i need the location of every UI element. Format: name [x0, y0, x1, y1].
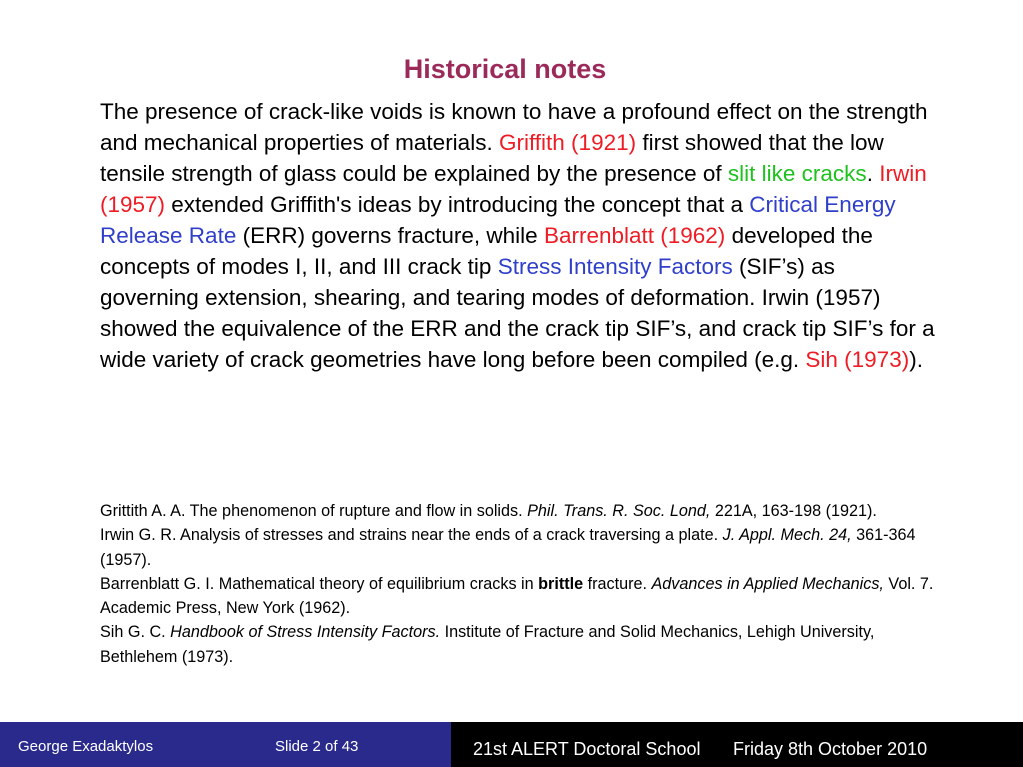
footer-author: George Exadaktylos [18, 738, 154, 755]
body-text-7: (SIF’s) as governing extension, shearing, and tearing modes of deformation. Irwin (1957) showed the equivalence of the ERR and the crack tip SIF’s, and crack tip SIF’s for a wide variety of crack geometries have long before been compiled (e.g. [100, 254, 935, 372]
griffith-citation: Griffith (1921) [498, 130, 637, 155]
footer-date: Friday 8th October 2010 [733, 739, 928, 759]
reference-details: 221A, 163-198 (1921). [710, 502, 877, 520]
body-text-1: The presence of crack-like voids is known to have a profound effect on the strength and mechanical properties of materials. [100, 99, 928, 155]
reference-barrenblatt [100, 572, 950, 621]
footer-slide-number: Slide 2 of 43 [275, 738, 359, 755]
slit-cracks-term: slit like cracks [727, 161, 867, 186]
sif-term: Stress Intensity Factors [497, 254, 733, 279]
body-text-2: first showed that the low tensile strength of glass could be explained by the presence of [100, 130, 884, 186]
reference-griffith [100, 499, 950, 523]
reference-text-2: fracture. [583, 574, 652, 593]
barrenblatt-citation: Barrenblatt (1962) [543, 223, 726, 248]
err-term: Critical Energy Release Rate [100, 192, 896, 248]
sih-citation: Sih (1973) [805, 347, 910, 372]
reference-text: Irwin G. R. Analysis of stresses and strains near the ends of a crack traversing a plate. [100, 526, 723, 545]
reference-text: Grittith A. A. The phenomenon of rupture and flow in solids. [100, 502, 528, 520]
reference-sih [100, 620, 950, 669]
irwin-citation: Irwin (1957) [100, 161, 927, 217]
footer-right-panel [451, 722, 1023, 767]
body-paragraph [100, 96, 935, 375]
reference-text: Barrenblatt G. I. Mathematical theory of equilibrium cracks in [100, 574, 539, 593]
reference-details: Vol. 7. Academic Press, New York (1962). [100, 574, 934, 618]
reference-bold-term: brittle [538, 574, 584, 593]
body-text-4: extended Griffith's ideas by introducing the concept that a [165, 192, 750, 217]
footer-left-panel [0, 722, 451, 767]
body-text-5: (ERR) governs fracture, while [236, 223, 544, 248]
reference-details: 361-364 (1957). [100, 526, 916, 569]
reference-journal: J. Appl. Mech. 24, [722, 526, 852, 545]
slide-title: Historical notes [403, 54, 607, 84]
reference-journal: Phil. Trans. R. Soc. Lond, [527, 502, 711, 520]
reference-journal: Handbook of Stress Intensity Factors. [170, 623, 441, 642]
body-text-3: . [866, 161, 880, 186]
reference-text: Sih G. C. [100, 623, 171, 642]
body-text-8: ). [909, 347, 923, 372]
body-text-6: developed the concepts of modes I, II, and III crack tip [100, 223, 873, 279]
reference-details: Institute of Fracture and Solid Mechanics, Lehigh University, Bethlehem (1973). [100, 623, 875, 666]
footer-event: 21st ALERT Doctoral School [473, 739, 701, 759]
reference-irwin [100, 523, 950, 572]
references-list [100, 499, 950, 669]
reference-journal: Advances in Applied Mechanics, [651, 574, 884, 593]
footer-bar [0, 722, 1023, 767]
